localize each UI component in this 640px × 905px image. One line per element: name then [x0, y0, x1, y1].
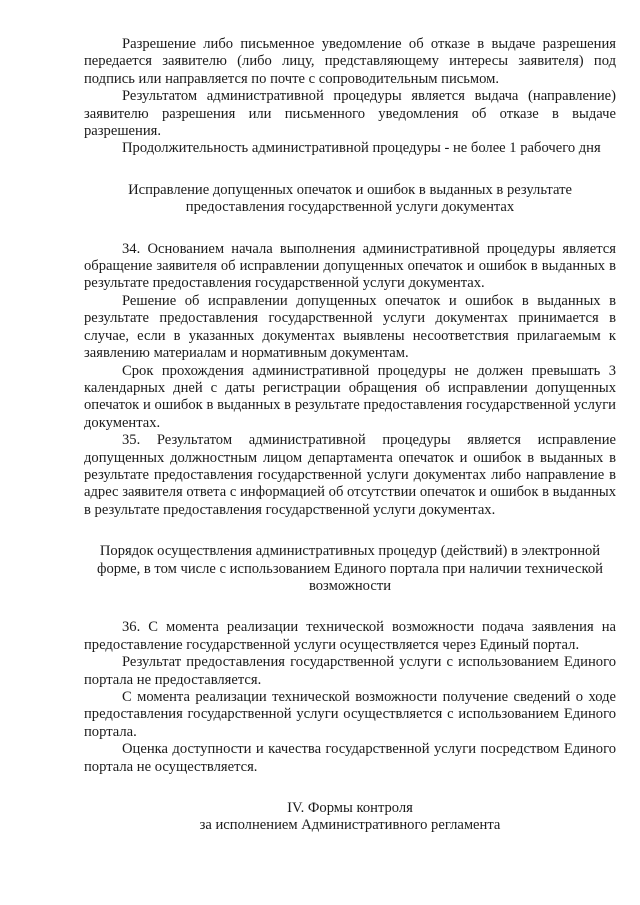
paragraph-34: 34. Основанием начала выполнения административной процедуры является обращение заявителя об исправлении допущенных опечаток и ошибок в выданных в результате предоставления государственной услуги документах. [84, 240, 616, 292]
paragraph-35: 35. Результатом административной процедуры является исправление допущенных должностным лицом департамента опечаток и ошибок в выданных в результате предоставления государственной услуги документах либо направление в адрес заявителя ответа с информацией об отсутствии опечаток и ошибок в выданных в результате предоставления государственной услуги документах. [84, 432, 616, 518]
section-heading-control-subtitle: за исполнением Административного регламента [199, 817, 501, 834]
paragraph-portal-info: С момента реализации технической возможности получение сведений о ходе предоставления государственной услуги осуществляется с использованием Единого портала. [84, 689, 616, 740]
section-spacer [84, 519, 616, 543]
section-heading-electronic: Порядок осуществления административных процедур (действий) в электронной форме, в том числе с использованием Единого портала при наличии технической возможности [97, 543, 603, 594]
section-spacer [84, 158, 616, 182]
section-spacer [84, 595, 616, 619]
paragraph-correction-term: Срок прохождения административной процедуры не должен превышать 3 календарных дней с даты регистрации обращения об исправлении допущенных опечаток и ошибок в выданных в результате предоставления государственной услуги документах. [84, 362, 616, 431]
paragraph-procedure-result: Результатом административной процедуры является выдача (направление) заявителю разрешения или письменного уведомления об отказе в выдаче разрешения. [84, 88, 616, 140]
section-spacer [84, 217, 616, 241]
paragraph-portal-result: Результат предоставления государственной услуги с использованием Единого портала не предоставляется. [84, 654, 616, 688]
document-page [84, 36, 616, 835]
paragraph-correction-decision: Решение об исправлении допущенных опечаток и ошибок в выданных в результате предоставления государственной услуги документах принимается в случае, если в указанных документах выявлены несоответствия прилагаемым к заявлению материалам и нормативным документам. [84, 292, 616, 362]
paragraph-36: 36. С момента реализации технической возможности подача заявления на предоставление государственной услуги осуществляется через Единый портал. [84, 619, 616, 653]
paragraph-permit-delivery: Разрешение либо письменное уведомление об отказе в выдаче разрешения передается заявителю (либо лицу, представляющему интересы заявителя) под подпись или направляется по почте с сопроводительным письмом. [84, 36, 616, 87]
paragraph-procedure-duration: Продолжительность административной процедуры - не более 1 рабочего дня [122, 140, 601, 157]
paragraph-portal-rating: Оценка доступности и качества государственной услуги посредством Единого портала не осуществляется. [84, 741, 616, 775]
section-spacer [84, 776, 616, 800]
section-heading-control-forms: IV. Формы контроля [287, 800, 413, 817]
section-heading-corrections: Исправление допущенных опечаток и ошибок в выданных в результате предоставления государственной услуги документах [128, 181, 572, 216]
